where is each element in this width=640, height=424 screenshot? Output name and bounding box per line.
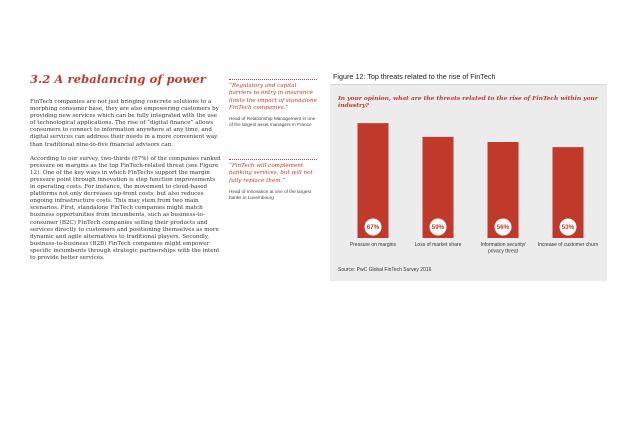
body-text [30, 99, 222, 269]
category-label: Information security/ privacy threat [480, 242, 526, 255]
category-label: Pressure on margins [349, 242, 397, 248]
quote-text: “Regulatory and capital barriers to entry in insurance limits the impact of standalone FinTech companies.” [229, 83, 317, 111]
value-label: 56% [496, 224, 510, 232]
figure-source: Source: PwC Global FinTech Survey 2016 [338, 267, 432, 273]
value-label: 59% [431, 224, 445, 232]
value-label: 53% [561, 224, 575, 232]
figure-title: Figure 12: Top threats related to the rise of FinTech [330, 71, 607, 85]
figure-question: In your opinion, what are the threats related to the rise of FinTech within your industry? [338, 95, 598, 110]
quote-attribution: Head of Innovation at one of the largest banks in Luxembourg [229, 188, 312, 200]
category-label: Increase of customer churn [537, 242, 599, 248]
quote-text: “FinTech will complement banking services, but will not fully replace them.” [229, 163, 313, 184]
category-label: Loss of market share [414, 242, 462, 248]
value-label: 67% [366, 224, 380, 232]
pull-quote [229, 79, 317, 128]
quote-attribution: Head of Relationship Management in one of the largest asset managers in France [229, 116, 316, 127]
quote-divider [229, 159, 317, 160]
pull-quote [229, 159, 317, 200]
quote-divider [229, 79, 317, 80]
figure-12 [330, 71, 607, 281]
section-title: 3.2 A rebalancing of power [30, 72, 206, 86]
body-paragraph: According to our survey, two-thirds (67%) of the companies ranked pressure on margins as the top FinTech-related threat (see Figure 12). One of the key ways in which FinTechs support the margin pressure point through innovation is step function improvements in operating costs. For instance, the movement to cloud-based platforms not only decreases up-front costs, but also reduces ongoing infrastructure costs. This may stem from two main scenarios. First, standalone FinTech companies might match business opportunities from incumbents, such as business-to-consumer (B2C) FinTech companies selling their products and services directly to customers and positioning themselves as more dynamic and agile alternatives to traditional players. Secondly, business-to-business (B2B) FinTech companies might empower specific incumbents through strategic partnerships with the intent to provide better services. [30, 155, 221, 261]
body-paragraph: FinTech companies are not just bringing concrete solutions to a morphing consumer base, they are also empowering customers by providing new services which can be fully integrated with the use of technological applications. The rise of “digital finance” allows consumers to connect to information anywhere at any time, and digital services can address their needs in a more convenient way than traditional nine-to-five financial advisors can. [30, 99, 219, 148]
